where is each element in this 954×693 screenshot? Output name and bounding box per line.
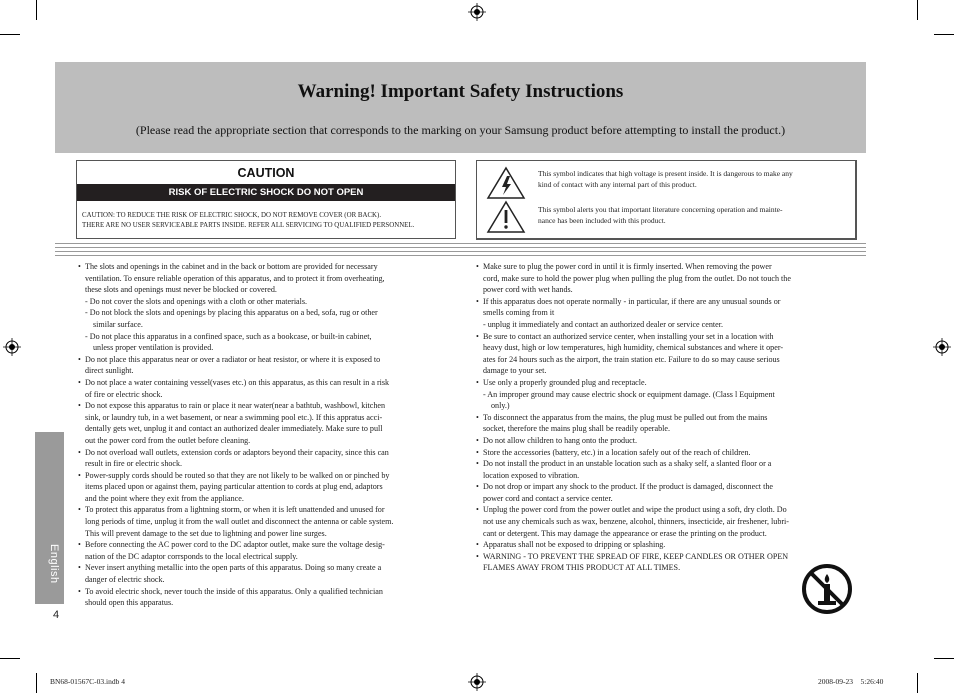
instruction-item: • Do not overload wall outlets, extension cords or adaptors beyond their capacity, since this can (81, 447, 461, 459)
instruction-item: • Use only a properly grounded plug and receptacle. (479, 377, 857, 389)
crop-mark (917, 0, 918, 20)
footer-file-name: BN68-01567C-03.indb 4 (50, 677, 125, 686)
instruction-line: sink, or laundry tub, in a wet basement, or near a swimming pool etc.). If this appratus acci- (85, 412, 383, 422)
instruction-item: • Apparatus shall not be exposed to dripping or splashing. (479, 539, 857, 551)
instruction-item: • Do not drop or impart any shock to the product. If the product is damaged, disconnect the (479, 481, 857, 493)
instruction-line: similar surface. (93, 319, 143, 329)
instruction-line: of fire or electric shock. (85, 389, 163, 399)
symbol-legend-box (476, 160, 857, 240)
instruction-item: • Be sure to contact an authorized service center, when installing your set in a location with (479, 331, 857, 343)
instruction-line: This will prevent damage to the set due to lightning and power line surges. (85, 528, 327, 538)
footer-timestamp: 2008-09-23 5:26:40 (818, 677, 884, 686)
language-label: English (48, 544, 60, 584)
instruction-line: - Do not place this apparatus in a confined space, such as a bookcase, or built-in cabinet, (85, 331, 372, 341)
instruction-line: dentally gets wet, unplug it and contact an authorized dealer immediately. Make sure to pull (85, 424, 383, 434)
divider (55, 243, 866, 244)
instruction-line: danger of electric shock. (85, 575, 165, 585)
instruction-item: • To protect this apparatus from a lightning storm, or when it is left unattended and unused for (81, 504, 461, 516)
crop-mark (934, 34, 954, 35)
literature-line: nance has been included with this product. (538, 216, 666, 225)
instruction-item: • Do not place this apparatus near or over a radiator or heat resistor, or where it is exposed to (81, 354, 461, 366)
instruction-line: should open this apparatus. (85, 598, 174, 608)
page-number: 4 (53, 609, 60, 621)
language-tab (35, 432, 64, 604)
page-subtitle: (Please read the appropriate section that corresponds to the marking on your Samsung product before attempting to install the product.) (135, 123, 786, 137)
caution-label-box (76, 160, 456, 239)
instruction-item: • Do not allow children to hang onto the product. (479, 435, 857, 447)
voltage-line: kind of contact with any internal part of this product. (538, 180, 697, 189)
instruction-item: • Store the accessories (battery, etc.) in a location safely out of the reach of children. (479, 447, 857, 459)
registration-mark-icon (468, 673, 486, 691)
voltage-line: This symbol indicates that high voltage is present inside. It is dangerous to make any (538, 169, 793, 178)
instruction-line: power cord and contact a service center. (483, 493, 613, 503)
instruction-item: • Never insert anything metallic into the open parts of this apparatus. Doing so many create a (81, 562, 461, 574)
instruction-line: socket, therefore the mains plug shall be readily operable. (483, 424, 670, 434)
instruction-item: • Do not install the product in an unstable location such as a shaky self, a slanted floor or a (479, 458, 857, 470)
crop-mark (0, 34, 20, 35)
instruction-line: long periods of time, unplug it from the wall outlet and disconnect the antenna or cable system. (85, 517, 394, 527)
instruction-item: • WARNING - TO PREVENT THE SPREAD OF FIRE, KEEP CANDLES OR OTHER OPEN (479, 551, 857, 563)
instruction-item: • To disconnect the apparatus from the mains, the plug must be pulled out from the mains (479, 412, 857, 424)
instruction-line: damage to your set. (483, 366, 547, 376)
caution-line: CAUTION: TO REDUCE THE RISK OF ELECTRIC SHOCK, DO NOT REMOVE COVER (OR BACK). (82, 212, 382, 219)
crop-mark (934, 658, 954, 659)
instruction-line: heavy dust, high or low temperatures, high humidity, chemical substances and where it oper- (483, 343, 784, 353)
instruction-line: ates for 24 hours such as the airport, the train station etc. Failure to do so may cause serious (483, 354, 780, 364)
instruction-line: - Do not cover the slots and openings with a cloth or other materials. (85, 296, 308, 306)
instruction-line: unless proper ventilation is provided. (93, 343, 214, 353)
instruction-line: smells coming from it (483, 308, 555, 318)
crop-mark (36, 673, 37, 693)
crop-mark (0, 658, 20, 659)
instruction-line: items placed upon or against them, paying particular attention to cords at plug end, adaptors (85, 482, 383, 492)
voltage-symbol-text (538, 168, 847, 190)
caution-line: THERE ARE NO USER SERVICEABLE PARTS INSIDE. REFER ALL SERVICING TO QUALIFIED PERSONNEL. (82, 222, 415, 229)
instruction-item: • Before connecting the AC power cord to the DC adaptor outlet, make sure the voltage desig- (81, 539, 461, 551)
registration-mark-icon (3, 338, 21, 356)
instruction-line: power cord with wet hands. (483, 285, 573, 295)
instruction-item: • Do not expose this apparatus to rain or place it near water(near a bathtub, washbowl, kitchen (81, 400, 461, 412)
registration-mark-icon (468, 3, 486, 21)
instruction-item: • Make sure to plug the power cord in until it is firmly inserted. When removing the power (479, 261, 857, 273)
divider (55, 251, 866, 252)
instruction-line: location exposed to vibration. (483, 470, 580, 480)
instructions-left-column (81, 261, 461, 609)
instruction-line: cord, make sure to hold the power plug when pulling the plug from the outlet. Do not touch the (483, 273, 791, 283)
instruction-line: - Do not block the slots and openings by placing this apparatus on a bed, sofa, rug or other (85, 308, 378, 318)
literature-symbol-text (538, 204, 847, 226)
instruction-line: out the power cord from the outlet before cleaning. (85, 435, 251, 445)
crop-mark (917, 673, 918, 693)
exclamation-triangle-icon (486, 200, 526, 234)
instruction-line: result in fire or electric shock. (85, 459, 183, 469)
title-banner (55, 62, 866, 153)
divider (55, 255, 866, 256)
instruction-line: only.) (491, 401, 510, 411)
registration-mark-icon (933, 338, 951, 356)
divider (55, 247, 866, 248)
no-candle-icon (801, 563, 853, 615)
page-title: Warning! Important Safety Instructions (297, 81, 624, 102)
instructions-right-column (479, 261, 857, 574)
instruction-line: not use any chemicals such as wax, benzene, alcohol, thinners, insecticide, air freshener, lubri- (483, 517, 790, 527)
instruction-line: - unplug it immediately and contact an authorized dealer or service center. (483, 319, 724, 329)
instruction-line: nation of the DC adaptor corrsponds to the local electrical supply. (85, 551, 298, 561)
instruction-item: • If this apparatus does not operate normally - in particular, if there are any unusual sounds or (479, 296, 857, 308)
caution-title: CAUTION (237, 166, 295, 180)
instruction-item: • Unplug the power cord from the power outlet and wipe the product using a soft, dry cloth. Do (479, 504, 857, 516)
instruction-line: ventilation. To ensure reliable operation of this apparatus, and to protect it from overheating, (85, 273, 385, 283)
instruction-item: • Do not place a water containing vessel(vases etc.) on this apparatus, as this can result in a risk (81, 377, 461, 389)
instruction-line: FLAMES AWAY FROM THIS PRODUCT AT ALL TIMES. (483, 563, 681, 573)
instruction-line: and the point where they exit from the appliance. (85, 493, 244, 503)
instruction-line: direct sunlight. (85, 366, 134, 376)
instruction-line: - An improper ground may cause electric shock or equipment damage. (Class l Equipment (483, 389, 775, 399)
literature-line: This symbol alerts you that important literature concerning operation and mainte- (538, 205, 783, 214)
caution-text (82, 211, 451, 231)
crop-mark (36, 0, 37, 20)
lightning-triangle-icon (486, 166, 526, 200)
instruction-item: • Power-supply cords should be routed so that they are not likely to be walked on or pinched by (81, 470, 461, 482)
caution-warning-bar: RISK OF ELECTRIC SHOCK DO NOT OPEN (77, 184, 455, 201)
instruction-item: • To avoid electric shock, never touch the inside of this apparatus. Only a qualified technician (81, 586, 461, 598)
instruction-line: these slots and openings must never be blocked or covered. (85, 285, 277, 295)
instruction-line: cant or detergent. This may damage the appearance or erase the printing on the product. (483, 528, 767, 538)
instruction-item: • The slots and openings in the cabinet and in the back or bottom are provided for necessary (81, 261, 461, 273)
